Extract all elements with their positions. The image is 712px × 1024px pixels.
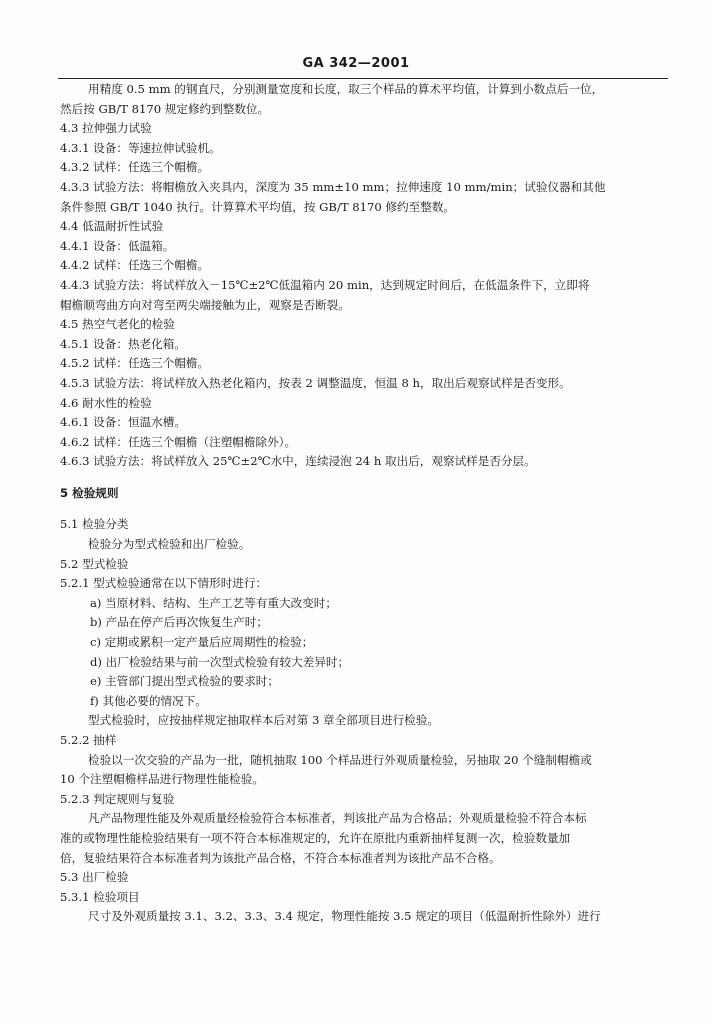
text-line: 4.4.1 设备：低温箱。 xyxy=(60,238,175,253)
text-line: 5.2.1 型式检验通常在以下情形时进行： xyxy=(60,576,268,591)
list-item: f) 其他必要的情况下。 xyxy=(90,693,207,708)
document-body xyxy=(60,80,672,927)
list-item: e) 主管部门提出型式检验的要求时； xyxy=(90,674,279,689)
section-heading: 4.6 耐水性的检验 xyxy=(60,395,152,410)
chapter-heading: 5 检验规则 xyxy=(60,485,119,500)
section-heading: 5.2.3 判定规则与复验 xyxy=(60,791,175,806)
text-line: 4.5.1 设备：热老化箱。 xyxy=(60,336,186,351)
list-item: c) 定期或累积一定产量后应周期性的检验； xyxy=(90,635,314,650)
section-heading: 5.1 检验分类 xyxy=(60,517,129,532)
section-heading: 5.3 出厂检验 xyxy=(60,870,129,885)
text-line: 准的或物理性能检验结果有一项不符合本标准规定的，允许在原批内重新抽样复测一次，检验数量加 xyxy=(60,830,571,845)
spacer xyxy=(60,472,672,484)
text-line: 4.3.2 试样：任选三个帽檐。 xyxy=(60,160,210,175)
text-line: 用精度 0.5 mm 的钢直尺，分别测量宽度和长度，取三个样品的算术平均值，计算到小数点后一位， xyxy=(88,82,604,96)
section-heading: 4.3 拉伸强力试验 xyxy=(60,121,152,136)
text-line: 4.3.1 设备：等速拉伸试验机。 xyxy=(60,140,221,155)
text-line: 4.6.2 试样：任选三个帽檐（注塑帽檐除外）。 xyxy=(60,434,297,449)
section-heading: 5.3.1 检验项目 xyxy=(60,889,140,904)
text-line: 4.6.3 试验方法：将试样放入 25℃±2℃水中，连续浸泡 24 h 取出后，观察试样是否分层。 xyxy=(60,454,536,469)
text-line: 4.5.3 试验方法：将试样放入热老化箱内，按表 2 调整温度，恒温 8 h，取出后观察试样是否变形。 xyxy=(60,375,571,390)
header-divider xyxy=(58,78,668,79)
spacer xyxy=(60,503,672,515)
section-heading: 4.5 热空气老化的检验 xyxy=(60,317,175,332)
text-line: 检验以一次交验的产品为一批，随机抽取 100 个样品进行外观质量检验，另抽取 20 个缝制帽檐或 xyxy=(88,752,592,767)
text-line: 4.5.2 试样：任选三个帽檐。 xyxy=(60,356,210,371)
text-line: 然后按 GB/T 8170 规定修约到整数位。 xyxy=(60,101,270,116)
text-line: 倍，复验结果符合本标准者判为该批产品合格，不符合本标准者判为该批产品不合格。 xyxy=(60,850,501,865)
text-line: 4.4.2 试样：任选三个帽檐。 xyxy=(60,258,210,273)
text-line: 凡产品物理性能及外观质量经检验符合本标准者，判该批产品为合格品；外观质量检验不符合本标 xyxy=(88,811,587,826)
text-line: 10 个注塑帽檐样品进行物理性能检验。 xyxy=(60,772,264,787)
list-item: d) 出厂检验结果与前一次型式检验有较大差异时； xyxy=(90,654,350,669)
text-line: 4.6.1 设备：恒温水槽。 xyxy=(60,415,186,430)
text-line: 检验分为型式检验和出厂检验。 xyxy=(88,537,251,552)
text-line: 型式检验时，应按抽样规定抽取样本后对第 3 章全部项目进行检验。 xyxy=(88,713,439,728)
text-line: 帽檐顺弯曲方向对弯至两尖端接触为止，观察是否断裂。 xyxy=(60,297,350,312)
text-line: 条件参照 GB/T 1040 执行。计算算术平均值，按 GB/T 8170 修约至整数。 xyxy=(60,199,456,214)
text-line: 4.3.3 试验方法：将帽檐放入夹具内，深度为 35 mm±10 mm；拉伸速度 10 mm/min；试验仪器和其他 xyxy=(60,179,606,194)
standard-code-header: GA 342—2001 xyxy=(302,56,410,71)
text-line: 4.4.3 试验方法：将试样放入－15℃±2℃低温箱内 20 min，达到规定时间后，在低温条件下，立即将 xyxy=(60,277,590,292)
text-line: 尺寸及外观质量按 3.1、3.2、3.3、3.4 规定，物理性能按 3.5 规定的项目（低温耐折性除外）进行 xyxy=(88,909,601,924)
list-item: a) 当原材料、结构、生产工艺等有重大改变时； xyxy=(90,595,337,610)
section-heading: 5.2 型式检验 xyxy=(60,556,129,571)
section-heading: 4.4 低温耐折性试验 xyxy=(60,219,164,234)
list-item: b) 产品在停产后再次恢复生产时； xyxy=(90,615,268,630)
section-heading: 5.2.2 抽样 xyxy=(60,733,117,747)
